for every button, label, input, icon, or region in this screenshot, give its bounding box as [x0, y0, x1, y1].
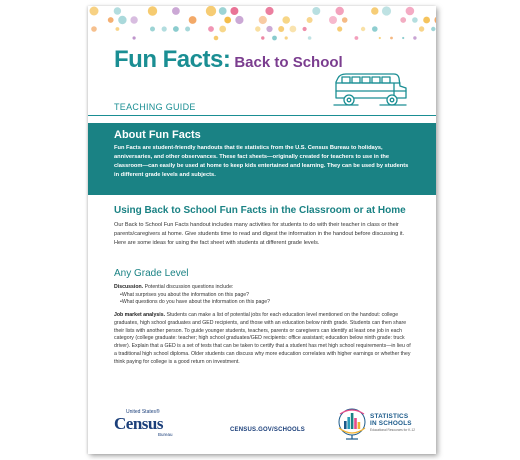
statistics-in-schools-logo	[370, 413, 430, 432]
decorative-dot	[214, 36, 219, 41]
decorative-dot	[114, 7, 121, 14]
decorative-dot	[402, 37, 404, 39]
decorative-dot	[278, 26, 284, 32]
decorative-dot	[208, 26, 214, 32]
decorative-dot	[133, 36, 136, 39]
decorative-dot	[308, 36, 312, 40]
decorative-dot	[371, 7, 378, 14]
using-body: Our Back to School Fun Facts handout includes many activities for students to do with their teacher in class or their parents/caregivers at home. Give students time to read and digest the information in the handout before discussing it. Here are some ideas for using the fact sheet with students at different grade levels.	[114, 222, 405, 246]
decorative-dot	[259, 16, 267, 24]
decorative-dot	[336, 7, 344, 15]
decorative-dot	[285, 36, 288, 39]
decorative-dot	[90, 7, 99, 16]
decorative-dot	[337, 26, 342, 31]
decorative-dot	[148, 6, 157, 15]
decorative-dot	[206, 6, 216, 16]
about-section	[88, 123, 436, 195]
discussion-text: Potential discussion questions include:	[144, 284, 234, 290]
decorative-dot	[312, 7, 320, 15]
about-title: About Fun Facts	[114, 129, 201, 141]
title-main: Fun Facts:	[114, 46, 231, 73]
about-body: Fun Facts are student-friendly handouts that tie statistics from the U.S. Census Bureau to holidays, anniversaries, and other observances. These fact sheets—originally created for teachers to use in the classroom—can easily be used at home to keep kids entertained and learning. They can be used by students in different grade levels and subjects.	[114, 145, 409, 178]
decorative-dot	[329, 16, 337, 24]
decorative-dot	[382, 6, 391, 15]
decorative-dot	[307, 17, 313, 23]
sis-line-2: IN SCHOOLS	[370, 420, 412, 427]
decorative-dot	[185, 27, 190, 32]
decorative-dot	[230, 7, 238, 15]
decorative-dot	[235, 16, 243, 24]
census-bureau-logo	[114, 409, 184, 437]
globe-bar	[354, 418, 357, 429]
decorative-dot	[361, 27, 365, 31]
divider	[88, 115, 436, 116]
decorative-dot	[290, 26, 297, 33]
decorative-dot	[261, 36, 264, 39]
census-logo-bureau: Bureau	[158, 432, 173, 437]
decorative-dot	[342, 17, 348, 23]
discussion-questions	[120, 292, 414, 307]
globe-bar	[351, 413, 354, 429]
decorative-dot	[162, 26, 167, 31]
list-item: • What questions do you have about the information on this page?	[120, 299, 414, 307]
page-title	[114, 46, 344, 80]
any-grade-title: Any Grade Level	[114, 268, 189, 279]
decorative-dot	[173, 26, 179, 32]
teaching-guide-label: TEACHING GUIDE	[114, 102, 196, 112]
document-page	[88, 6, 436, 454]
decorative-dot	[130, 16, 137, 23]
sis-line-1: STATISTICS	[370, 413, 409, 420]
decorative-dot	[150, 27, 155, 32]
decorative-dot	[412, 17, 418, 23]
using-title: Using Back to School Fun Facts in the Classroom or at Home	[114, 205, 406, 216]
decorative-dot	[118, 16, 126, 24]
decorative-dot	[108, 17, 114, 23]
decorative-dot	[219, 7, 227, 15]
decorative-dot	[355, 36, 359, 40]
sis-line-3: Educational Resources for K-12	[370, 428, 416, 432]
decorative-dot	[272, 36, 277, 41]
decorative-dot	[116, 27, 120, 31]
decorative-dot	[91, 26, 97, 32]
decorative-dot	[255, 26, 260, 31]
census-logo-word: Census	[114, 414, 163, 433]
decorative-dot	[423, 17, 430, 24]
job-market-label: Job market analysis.	[114, 312, 166, 318]
decorative-dot	[224, 17, 231, 24]
discussion-label: Discussion.	[114, 284, 144, 290]
school-bus-icon	[332, 70, 408, 108]
decorative-dot	[434, 16, 436, 24]
decorative-dot	[390, 37, 393, 40]
census-logo-united-states: United States®	[126, 409, 160, 415]
decorative-dot	[265, 7, 273, 15]
decorative-dot	[266, 26, 272, 32]
globe-bar	[347, 417, 350, 429]
decorative-dot	[172, 7, 180, 15]
job-market-text: Students can make a list of potential jobs for each education level mentioned on the handout: college graduates, high school graduates and GED recipients, and those with an education below ninth grade. Students can then share their lists with another person. To guide younger students, teachers, parents or caregivers can identify at least one job in each category (college graduate: teacher; high school graduates/GED recipients: office assistant; education below ninth grade: truck driver). Explain that a GED is a set of tests that can be taken to certify that a student has met high school requirements—in lieu of a traditional high school diploma. Older students can discuss why more education correlates with higher earnings or whether they think paying for college is a good return on investment.	[114, 312, 411, 365]
decorative-dot	[419, 26, 424, 31]
census-schools-url[interactable]: CENSUS.GOV/SCHOOLS	[230, 427, 305, 433]
decorative-dot-pattern	[88, 6, 436, 46]
decorative-dot	[413, 36, 416, 39]
discussion-block	[114, 284, 414, 307]
decorative-dot	[372, 26, 378, 32]
title-sub: Back to School	[234, 54, 343, 71]
globe-bar	[358, 422, 361, 429]
decorative-dot	[303, 27, 307, 31]
globe-bar	[344, 421, 347, 429]
decorative-dot	[282, 16, 290, 24]
decorative-dot	[379, 37, 381, 39]
decorative-dot	[219, 26, 226, 33]
decorative-dot	[406, 7, 415, 16]
list-item: • What surprises you about the information on this page?	[120, 292, 414, 300]
job-market-block	[114, 312, 414, 367]
statistics-in-schools-globe-icon	[334, 404, 370, 440]
decorative-dot	[189, 16, 197, 24]
decorative-dot	[431, 27, 435, 31]
decorative-dot	[400, 17, 406, 23]
